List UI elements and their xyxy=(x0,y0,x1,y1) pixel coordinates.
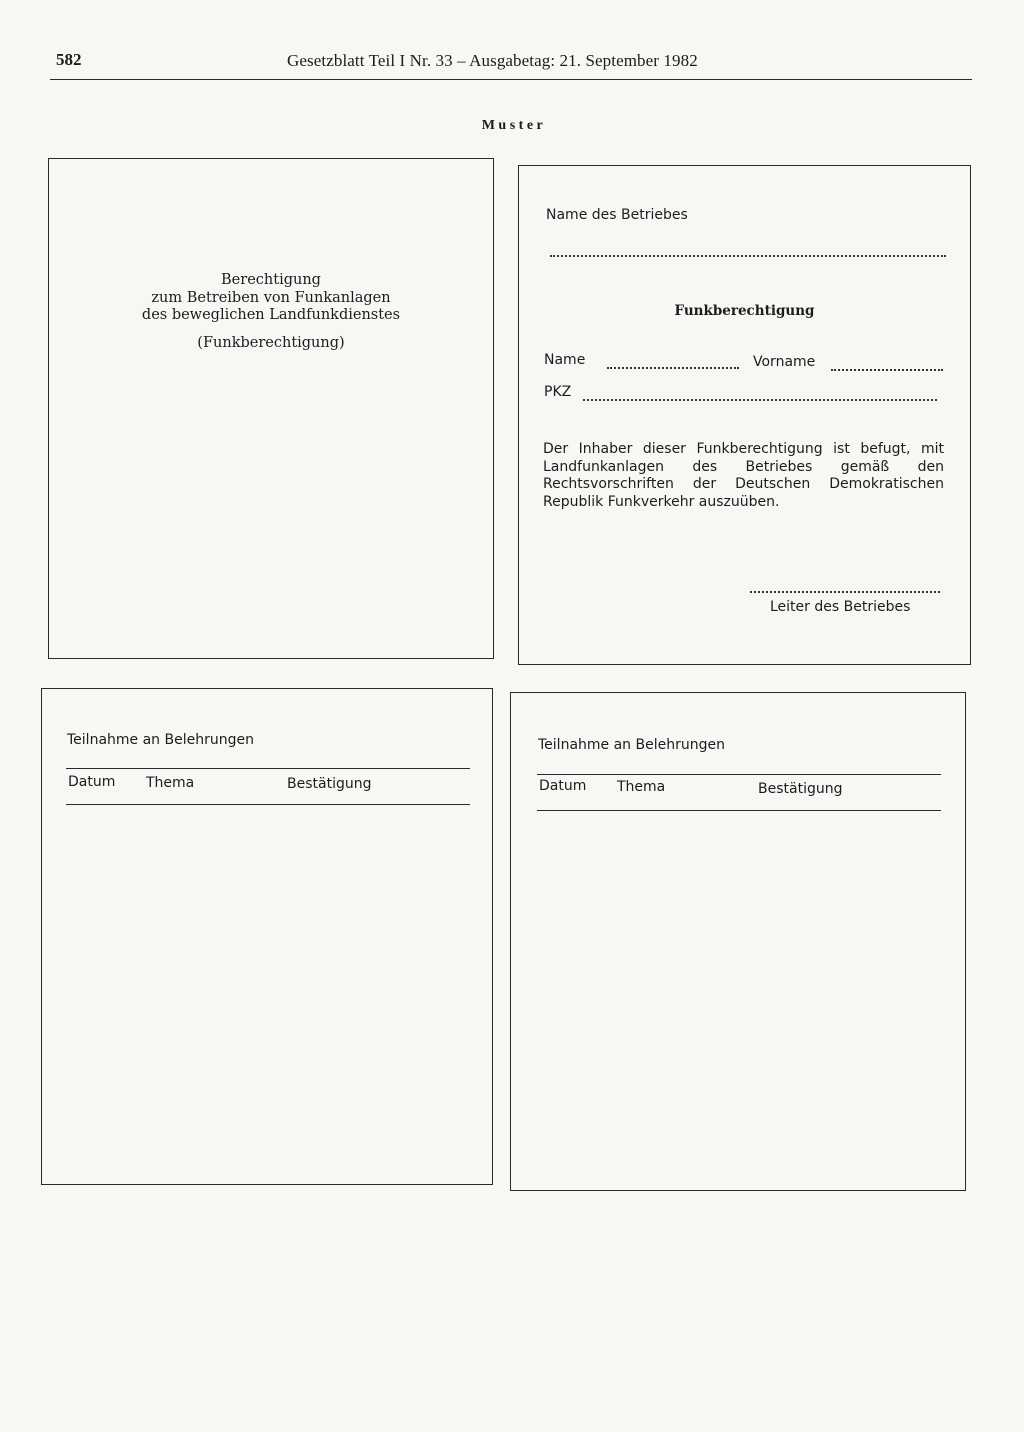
signature-label: Leiter des Betriebes xyxy=(770,599,911,615)
pkz-field[interactable] xyxy=(583,399,937,401)
card-training-left xyxy=(41,688,493,1185)
muster-label: Muster xyxy=(481,118,547,133)
table-top-rule xyxy=(66,768,470,769)
training-title: Teilnahme an Belehrungen xyxy=(538,737,725,753)
company-name-field[interactable] xyxy=(550,255,946,257)
page-header-title: Gesetzblatt Teil I Nr. 33 – Ausgabetag: 21. September 1982 xyxy=(287,51,698,70)
page-number: 582 xyxy=(56,50,82,69)
table-top-rule xyxy=(537,774,941,775)
column-thema: Thema xyxy=(146,775,195,791)
cover-title-block xyxy=(48,272,494,325)
cover-line: des beweglichen Landfunkdienstes xyxy=(141,307,401,323)
name-label: Name xyxy=(544,352,586,368)
column-thema: Thema xyxy=(617,779,666,795)
column-datum: Datum xyxy=(68,774,116,790)
permit-paragraph: Der Inhaber dieser Funkberechtigung ist befugt, mit Landfunkanlagen des Betriebes gemäß den Rechtsvorschriften der Deutschen Demokratischen Republik Funkverkehr auszuüben. xyxy=(543,441,944,510)
card-permit xyxy=(518,165,971,665)
cover-line: zum Betreiben von Funkanlagen xyxy=(151,289,391,306)
cover-subtitle: (Funkberechtigung) xyxy=(197,335,345,351)
name-field[interactable] xyxy=(607,367,739,369)
table-header-rule xyxy=(537,810,941,811)
training-title: Teilnahme an Belehrungen xyxy=(67,732,254,748)
vorname-label: Vorname xyxy=(753,354,816,370)
company-name-label: Name des Betriebes xyxy=(546,207,688,223)
card-cover xyxy=(48,158,494,659)
pkz-label: PKZ xyxy=(544,384,572,400)
signature-field[interactable] xyxy=(750,591,940,593)
cover-line: Berechtigung xyxy=(221,272,321,288)
header-rule xyxy=(50,79,972,80)
permit-title: Funkberechtigung xyxy=(674,303,815,319)
column-bestaetigung: Bestätigung xyxy=(287,776,372,792)
vorname-field[interactable] xyxy=(831,369,943,371)
card-training-right xyxy=(510,692,966,1191)
column-datum: Datum xyxy=(539,778,587,794)
table-header-rule xyxy=(66,804,470,805)
column-bestaetigung: Bestätigung xyxy=(758,781,843,797)
